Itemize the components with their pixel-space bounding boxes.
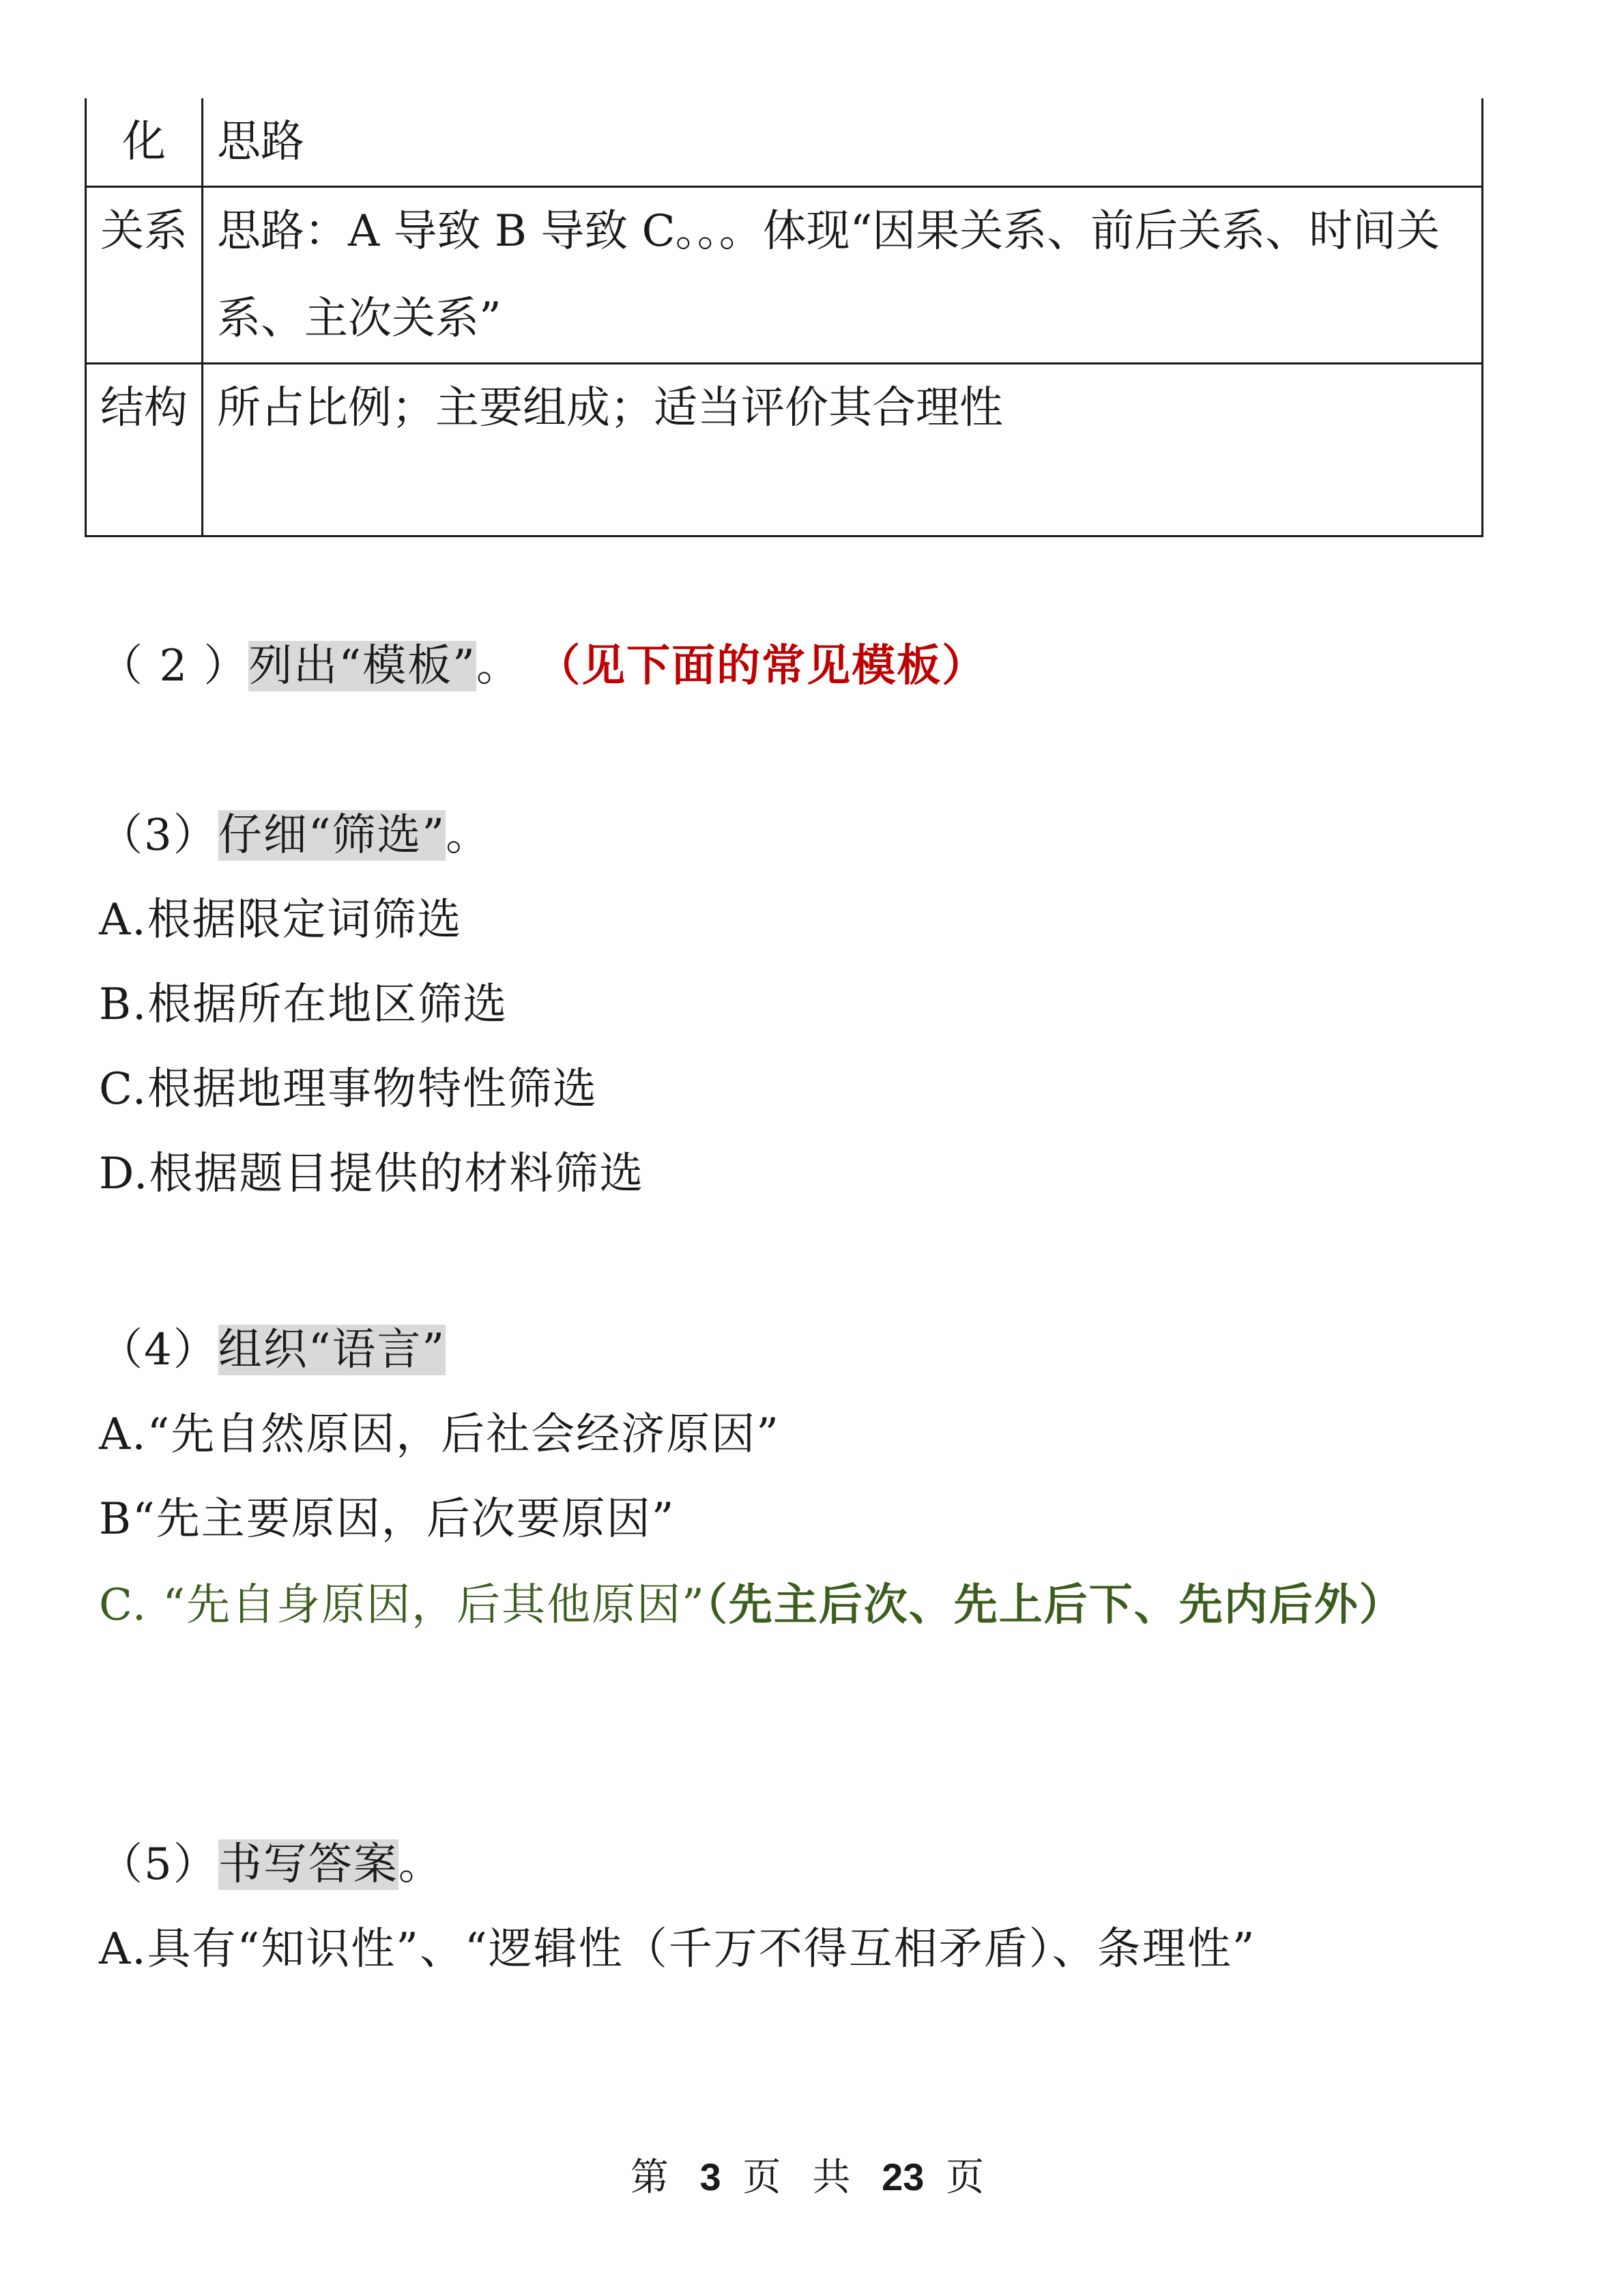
step5-prefix: （5）: [99, 1839, 218, 1890]
footer-label: 页: [946, 2155, 994, 2200]
list-item: A.具有“知识性”、“逻辑性（千万不得互相矛盾）、条理性”: [99, 1924, 1256, 1975]
page-number: 3: [699, 2155, 721, 2198]
step3-suffix: 。: [446, 810, 491, 861]
step4-title: 组织“语言”: [218, 1325, 446, 1375]
list-item: C.根据地理事物特性筛选: [99, 1064, 598, 1115]
list-item: B“先主要原因，后次要原因”: [99, 1494, 676, 1545]
list-item: A.“先自然原因，后社会经济原因”: [99, 1409, 780, 1460]
step2-heading: [99, 633, 987, 699]
list-item: A.根据限定词筛选: [99, 895, 463, 945]
step2-title: 列出“模板”: [248, 641, 476, 691]
table-row: [86, 187, 1483, 364]
list-item: B.根据所在地区筛选: [99, 979, 508, 1030]
table-row: [86, 98, 1483, 187]
step5-title: 书写答案: [218, 1839, 398, 1890]
step2-prefix: （ 2 ）: [99, 641, 249, 691]
step3-prefix: （3）: [99, 810, 218, 861]
step2-suffix: 。: [476, 641, 521, 691]
list-item: D.根据题目提供的材料筛选: [99, 1149, 645, 1199]
footer-label: 页 共: [742, 2155, 860, 2200]
list-item-highlight: [99, 1563, 1552, 1648]
table-key-cell: 化: [86, 98, 203, 187]
footer-label: 第: [630, 2155, 678, 2200]
step4-heading: [99, 1317, 446, 1383]
step3-title: 仔细“筛选”: [218, 810, 446, 861]
table-value-cell: 思路：A 导致 B 导致 C。。。体现“因果关系、前后关系、时间关系、主次关系”: [203, 187, 1483, 364]
step4-item-c: C. “先自身原因，后其他原因”: [99, 1580, 706, 1631]
step3-heading: [99, 803, 491, 868]
step4-prefix: （4）: [99, 1325, 218, 1375]
page-footer: [0, 2150, 1624, 2205]
table-key-cell: 关系: [86, 187, 203, 364]
table-key-cell: 结构: [86, 364, 203, 536]
total-pages: 23: [882, 2155, 925, 2198]
step2-note: （见下面的常见模板）: [536, 641, 987, 691]
method-table: [85, 98, 1483, 537]
step5-suffix: 。: [398, 1839, 444, 1890]
table-value-cell: 所占比例；主要组成；适当评价其合理性: [203, 364, 1483, 536]
step4-item-c-note: （先主后次、先上后下、先内后外）: [705, 1580, 1404, 1631]
step5-heading: [99, 1832, 444, 1897]
table-row: [86, 364, 1483, 536]
table-value-cell: 思路: [203, 98, 1483, 187]
